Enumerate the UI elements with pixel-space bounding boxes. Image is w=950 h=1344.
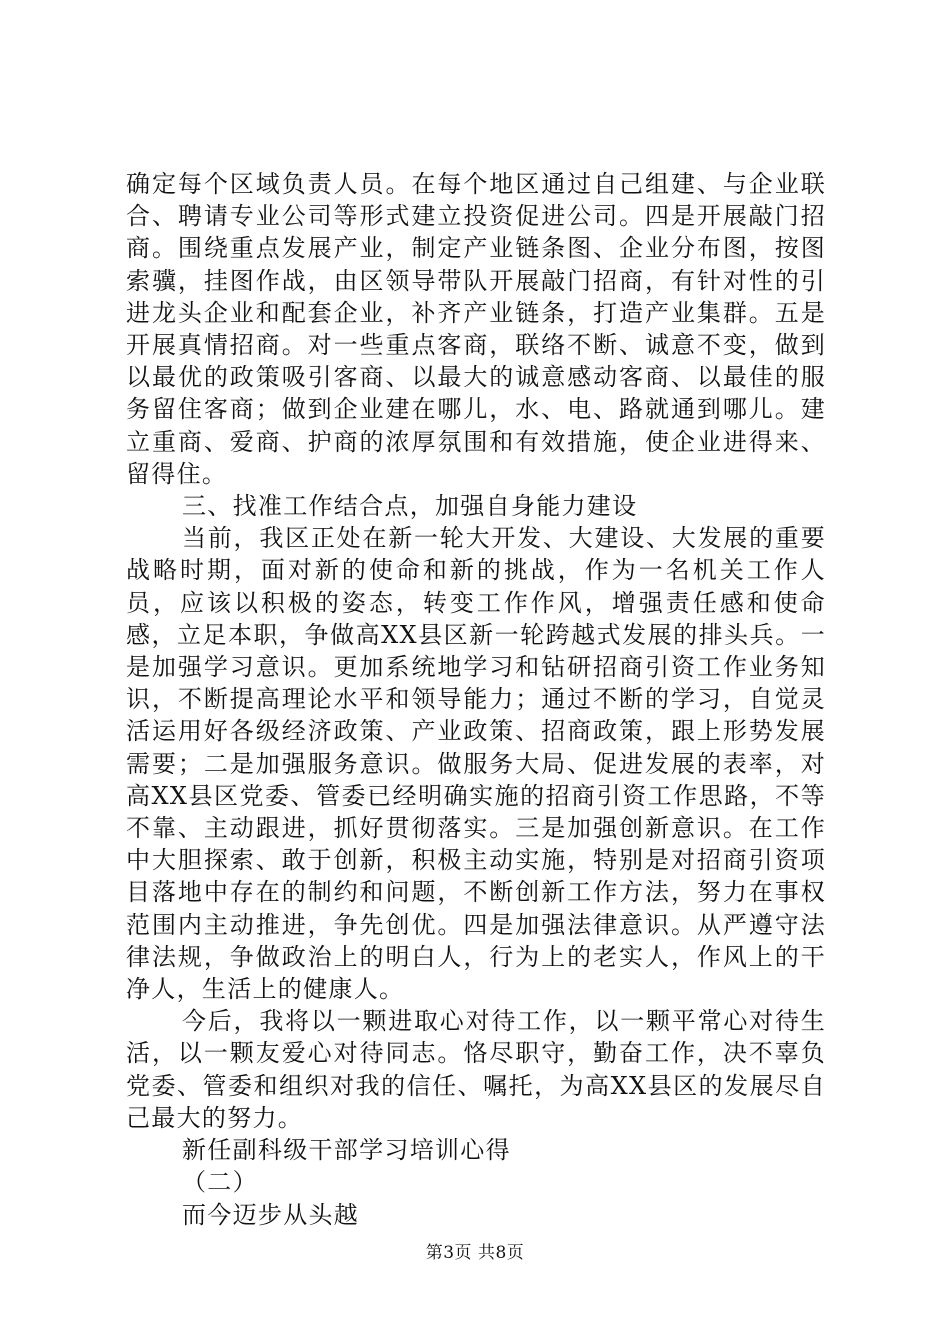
document-subtitle: 新任副科级干部学习培训心得	[182, 1136, 511, 1165]
paragraph-closing-pledge: 今后，我将以一颗进取心对待工作，以一颗平常心对待生活，以一颗友爱心对待同志。恪尽职守，勤奋工作，决不辜负党委、管委和组织对我的信任、嘱托，为高XX县区的发展尽自己最大的努力。	[126, 1007, 826, 1132]
paragraph-self-capacity: 当前，我区正处在新一轮大开发、大建设、大发展的重要战略时期，面对新的使命和新的挑战，作为一名机关工作人员，应该以积极的姿态，转变工作作风，增强责任感和使命感，立足本职，争做高XX县区新一轮跨越式发展的排头兵。一是加强学习意识。更加系统地学习和钻研招商引资工作业务知识，不断提高理论水平和领导能力；通过不断的学习，自觉灵活运用好各级经济政策、产业政策、招商政策，跟上形势发展需要；二是加强服务意识。做服务大局、促进发展的表率，对高XX县区党委、管委已经明确实施的招商引资工作思路，不等不靠、主动跟进，抓好贯彻落实。三是加强创新意识。在工作中大胆探索、敢于创新，积极主动实施，特别是对招商引资项目落地中存在的制约和问题，不断创新工作方法，努力在事权范围内主动推进，争先创优。四是加强法律意识。从严遵守法律法规，争做政治上的明白人，行为上的老实人，作风上的干净人，生活上的健康人。	[126, 524, 826, 1004]
paragraph-investment-measures: 确定每个区域负责人员。在每个地区通过自己组建、与企业联合、聘请专业公司等形式建立投资促进公司。四是开展敲门招商。围绕重点发展产业，制定产业链条图、企业分布图，按图索骥，挂图作战，由区领导带队开展敲门招商，有针对性的引进龙头企业和配套企业，补齐产业链条，打造产业集群。五是开展真情招商。对一些重点客商，联络不断、诚意不变，做到以最优的政策吸引客商、以最大的诚意感动客商、以最佳的服务留住客商；做到企业建在哪儿，水、电、路就通到哪儿。建立重商、爱商、护商的浓厚氛围和有效措施，使企业进得来、留得住。	[126, 170, 826, 488]
section-heading-three: 三、找准工作结合点，加强自身能力建设	[182, 492, 638, 521]
page-footer: 第3页 共8页	[425, 1243, 525, 1263]
section-number: （二）	[182, 1168, 258, 1197]
section-title: 而今迈步从头越	[182, 1200, 360, 1229]
document-body	[126, 168, 826, 1231]
